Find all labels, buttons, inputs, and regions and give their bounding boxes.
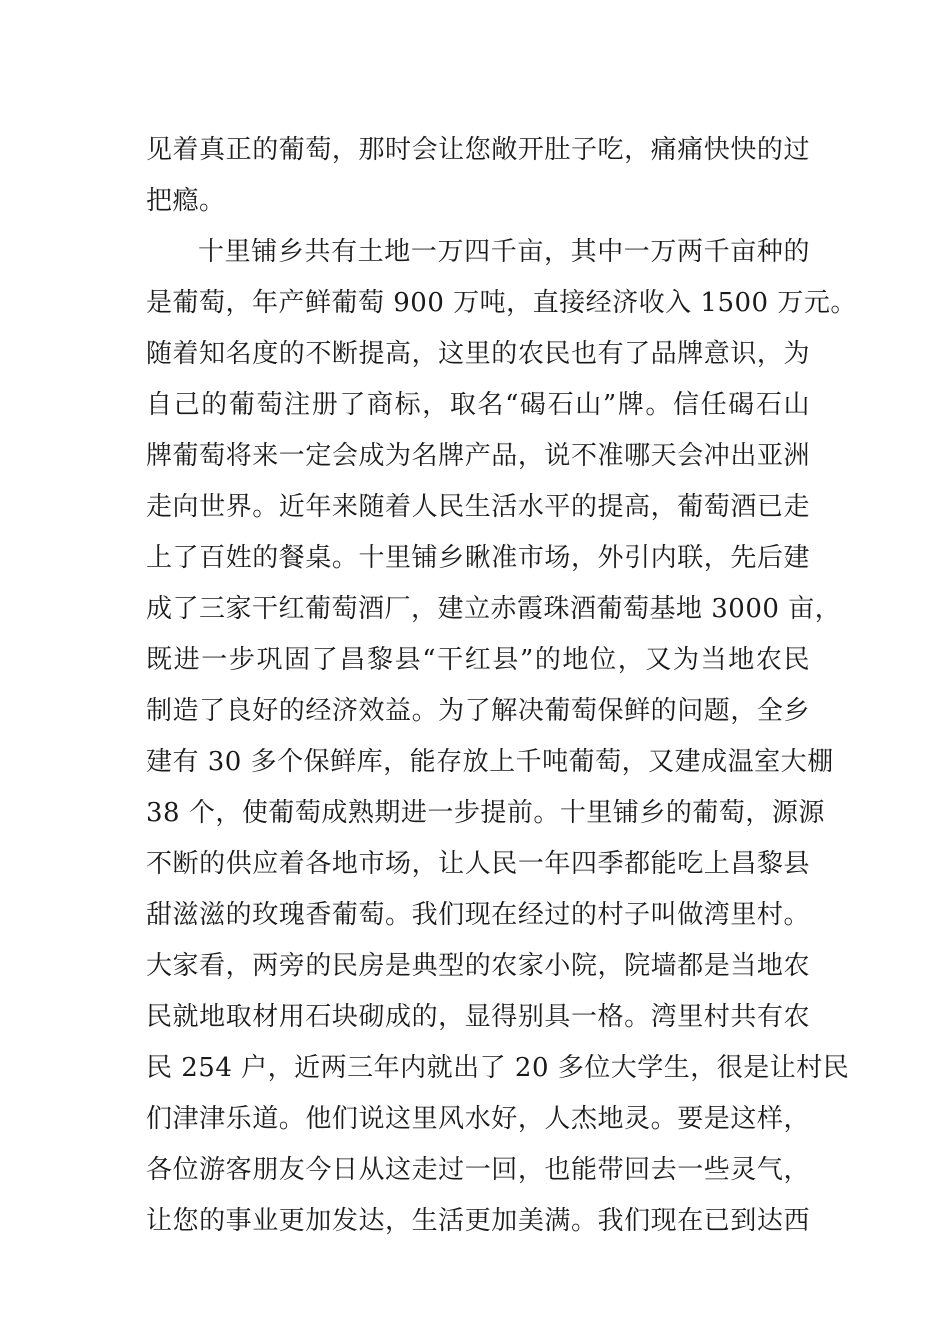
text-line: 成了三家干红葡萄酒厂，建立赤霞珠酒葡萄基地 3000 亩， (146, 594, 842, 624)
text-line: 是葡萄，年产鲜葡萄 900 万吨，直接经济收入 1500 万元。 (146, 288, 857, 318)
text-line: 上了百姓的餐桌。十里铺乡瞅准市场，外引内联，先后建 (146, 543, 810, 573)
text-line: 让您的事业更加发达，生活更加美满。我们现在已到达西 (146, 1206, 810, 1236)
text-line: 甜滋滋的玫瑰香葡萄。我们现在经过的村子叫做湾里村。 (146, 900, 810, 930)
text-line: 既进一步巩固了昌黎县“干红县”的地位，又为当地农民 (146, 645, 810, 675)
text-line: 走向世界。近年来随着人民生活水平的提高，葡萄酒已走 (146, 492, 810, 522)
text-line: 不断的供应着各地市场，让人民一年四季都能吃上昌黎县 (146, 849, 810, 879)
text-line: 自己的葡萄注册了商标，取名“碣石山”牌。信任碣石山 (146, 390, 810, 420)
text-line: 民 254 户，近两三年内就出了 20 多位大学生，很是让村民 (146, 1053, 850, 1083)
text-line: 38 个，使葡萄成熟期进一步提前。十里铺乡的葡萄，源源 (146, 798, 825, 828)
text-line: 制造了良好的经济效益。为了解决葡萄保鲜的问题，全乡 (146, 696, 810, 726)
text-line: 建有 30 多个保鲜库，能存放上千吨葡萄，又建成温室大棚 (146, 747, 834, 777)
text-line: 牌葡萄将来一定会成为名牌产品，说不准哪天会冲出亚洲 (146, 441, 810, 471)
text-line: 把瘾。 (146, 186, 226, 216)
text-line: 们津津乐道。他们说这里风水好，人杰地灵。要是这样， (146, 1104, 810, 1134)
text-line: 随着知名度的不断提高，这里的农民也有了品牌意识，为 (146, 339, 810, 369)
paragraph-first-line: 十里铺乡共有土地一万四千亩，其中一万两千亩种的 (198, 237, 810, 267)
text-line: 大家看，两旁的民房是典型的农家小院，院墙都是当地农 (146, 951, 810, 981)
text-line: 各位游客朋友今日从这走过一回，也能带回去一些灵气， (146, 1155, 810, 1185)
text-line: 民就地取材用石块砌成的，显得别具一格。湾里村共有农 (146, 1002, 810, 1032)
text-line: 见着真正的葡萄，那时会让您敞开肚子吃，痛痛快快的过 (146, 135, 810, 165)
